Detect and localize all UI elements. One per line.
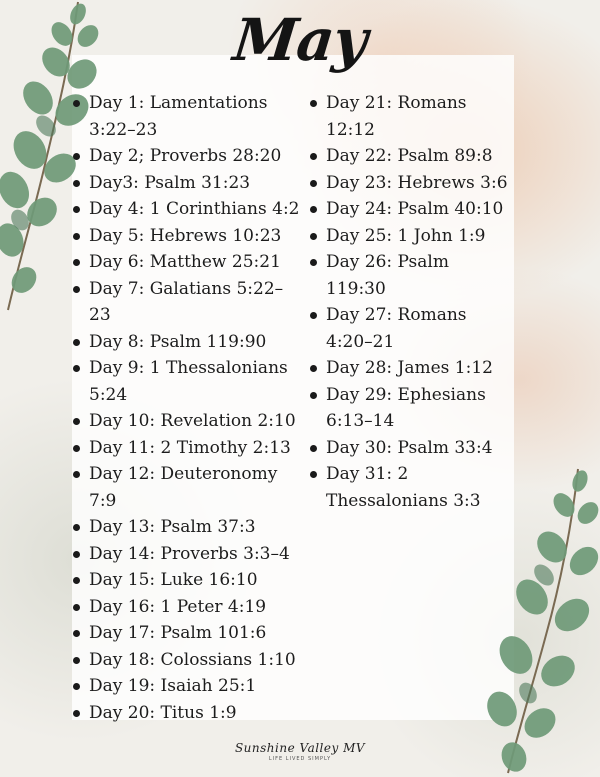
reading-item: Day 29: Ephesians 6:13–14 <box>309 382 514 435</box>
brand-name: Sunshine Valley MV <box>234 741 366 755</box>
reading-list-right <box>309 90 514 514</box>
reading-item: Day 27: Romans 4:20–21 <box>309 302 514 355</box>
reading-item: Day 23: Hebrews 3:6 <box>309 170 514 197</box>
reading-item: Day 12: Deuteronomy 7:9 <box>72 461 304 514</box>
reading-item: Day 4: 1 Corinthians 4:2 <box>72 196 304 223</box>
reading-item: Day 14: Proverbs 3:3–4 <box>72 541 304 568</box>
reading-item: Day 28: James 1:12 <box>309 355 514 382</box>
reading-item: Day 7: Galatians 5:22–23 <box>72 276 304 329</box>
reading-item: Day 17: Psalm 101:6 <box>72 620 304 647</box>
reading-item: Day 6: Matthew 25:21 <box>72 249 304 276</box>
reading-item: Day 21: Romans 12:12 <box>309 90 514 143</box>
reading-item: Day 10: Revelation 2:10 <box>72 408 304 435</box>
reading-item: Day 20: Titus 1:9 <box>72 700 304 727</box>
reading-item: Day 18: Colossians 1:10 <box>72 647 304 674</box>
reading-item: Day 13: Psalm 37:3 <box>72 514 304 541</box>
reading-item: Day 26: Psalm 119:30 <box>309 249 514 302</box>
reading-item: Day 31: 2 Thessalonians 3:3 <box>309 461 514 514</box>
reading-item: Day 11: 2 Timothy 2:13 <box>72 435 304 462</box>
reading-item: Day 8: Psalm 119:90 <box>72 329 304 356</box>
reading-list-left <box>72 90 304 726</box>
reading-item: Day 1: Lamentations 3:22–23 <box>72 90 304 143</box>
reading-item: Day 16: 1 Peter 4:19 <box>72 594 304 621</box>
reading-item: Day 19: Isaiah 25:1 <box>72 673 304 700</box>
reading-item: Day 22: Psalm 89:8 <box>309 143 514 170</box>
reading-item: Day 25: 1 John 1:9 <box>309 223 514 250</box>
footer-logo <box>0 741 600 762</box>
reading-item: Day 24: Psalm 40:10 <box>309 196 514 223</box>
page-title: May <box>230 6 370 74</box>
reading-item: Day 5: Hebrews 10:23 <box>72 223 304 250</box>
brand-tagline: LIFE LIVED SIMPLY <box>268 756 332 762</box>
reading-item: Day 9: 1 Thessalonians 5:24 <box>72 355 304 408</box>
reading-item: Day 15: Luke 16:10 <box>72 567 304 594</box>
reading-item: Day3: Psalm 31:23 <box>72 170 304 197</box>
reading-item: Day 30: Psalm 33:4 <box>309 435 514 462</box>
reading-item: Day 2; Proverbs 28:20 <box>72 143 304 170</box>
